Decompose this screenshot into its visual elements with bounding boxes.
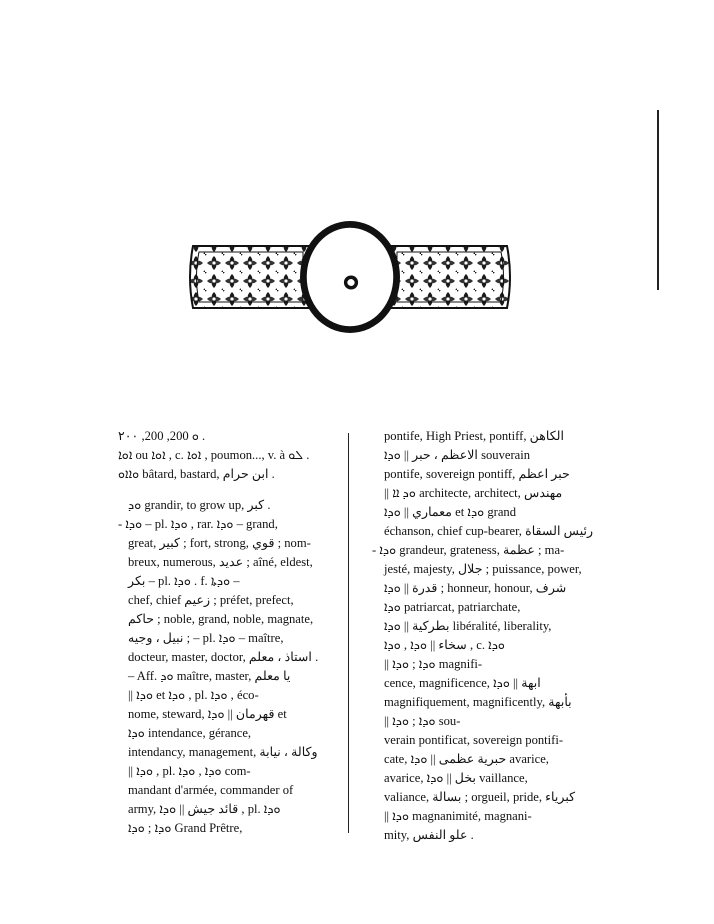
entry-line: pontife, High Priest, pontiff, الكاهن xyxy=(384,429,564,443)
entry-line: magnifiquement, magnificently, بأبهة xyxy=(384,695,572,709)
entry-line: ܘܕܐ intendance, gérance, xyxy=(128,726,252,740)
entry-line: verain pontificat, sovereign pontifi- xyxy=(384,733,564,747)
entry-line: ܐܘܐ ou ܐܘܐ , c. ܐܘܐ , poumon..., v. à ܠܘ . xyxy=(118,448,310,462)
entry-line: nome, steward, قهرمان || ܘܕܐ et xyxy=(128,707,287,721)
entry-line: intendancy, management, وكالة ، نيابة xyxy=(128,745,318,759)
entry-line: cate, حبرية عظمى || ܘܕܐ avarice, xyxy=(384,752,549,766)
column-divider xyxy=(348,433,349,833)
entry-line: docteur, master, doctor, استاذ ، معلم . xyxy=(128,650,319,664)
entry-line: jesté, majesty, جلال ; puissance, power, xyxy=(384,562,582,576)
entry-line: chef, chief زعيم ; préfet, prefect, xyxy=(128,593,294,607)
entry-line: ܘ 200, 200, ٢٠٠ . xyxy=(118,429,206,443)
entry-line: || ܘܕܐ magnanimité, magnani- xyxy=(384,809,532,823)
entry-line: || ܘܕܐ , pl. ܘܕܐ , ܘܕܐ com- xyxy=(128,764,251,778)
entry-letter: ܘ xyxy=(342,262,360,297)
right-column xyxy=(372,427,600,845)
entry-line: حاكم ; noble, grand, noble, magnate, xyxy=(128,612,314,626)
entry-line: - ܘܕܐ grandeur, grateness, عظمة ; ma- xyxy=(372,543,565,557)
entry-line: الاعظم ، حبر || ܘܕܐ souverain xyxy=(384,448,531,462)
entry-line: بكر – pl. ܘܕܐ . f. ܘܕܬܐ – xyxy=(128,574,240,588)
entry-gap xyxy=(118,484,348,496)
entry-line: pontife, sovereign pontiff, حبر اعظم xyxy=(384,467,570,481)
entry-line: قدرة || ܘܕܐ ; honneur, honour, شرف xyxy=(384,581,567,595)
entry-line: || ܘܕ ܐܐ architecte, architect, مهندس xyxy=(384,486,563,500)
entry-line: avarice, بخل || ܘܕܐ vaillance, xyxy=(384,771,528,785)
entry-line: – Aff. ܘܕ maître, master, يا معلم xyxy=(128,669,291,683)
entry-line: ܘܐܐܘ bâtard, bastard, ابن حرام . xyxy=(118,467,275,481)
entry-line: ܘܕܐ ; ܘܕܐ Grand Prêtre, xyxy=(128,821,243,835)
entry-line: || ܘܕܐ ; ܘܕܐ magnifi- xyxy=(384,657,483,671)
entry-line: valiance, بسالة ; orgueil, pride, كبرياء xyxy=(384,790,576,804)
entry-line: cence, magnificence, ابهة || ܘܕܐ xyxy=(384,676,541,690)
entry-line: ܘܕܐ patriarcat, patriarchate, xyxy=(384,600,521,614)
entry-line: || ܘܕܐ et ܘܕܐ , pl. ܘܕܐ , éco- xyxy=(128,688,259,702)
left-column xyxy=(118,427,348,838)
entry-line: échanson, chief cup-bearer, رئيس السقاة xyxy=(384,524,594,538)
entry-line: - ܘܕܐ – pl. ܘܕܐ , rar. ܘܕܐ – grand, xyxy=(118,517,278,531)
entry-line: great, كبير ; fort, strong, قوي ; nom- xyxy=(128,536,311,550)
entry-line: نبيل ، وجيه ; – pl. ܘܕܐ – maître, xyxy=(128,631,284,645)
entry-line: سخاء || ܘܕܐ , ܘܕܐ , c. ܘܕܐ xyxy=(384,638,505,652)
entry-line: || ܘܕܐ ; ܘܕܐ sou- xyxy=(384,714,461,728)
entry-line: breux, numerous, عديد ; aîné, eldest, xyxy=(128,555,313,569)
page-edge-line xyxy=(657,110,659,290)
entry-line: بطركية || ܘܕܐ libéralité, liberality, xyxy=(384,619,552,633)
entry-line: معماري || ܘܕܐ et ܘܕܐ grand xyxy=(384,505,517,519)
entry-line: mandant d'armée, commander of xyxy=(128,783,294,797)
entry-line: army, قائد جيش || ܘܕܐ , pl. ܘܕܐ xyxy=(128,802,281,816)
entry-line: ܘܕ grandir, to grow up, كبر . xyxy=(128,498,271,512)
entry-line: mity, علو النفس . xyxy=(384,828,474,842)
